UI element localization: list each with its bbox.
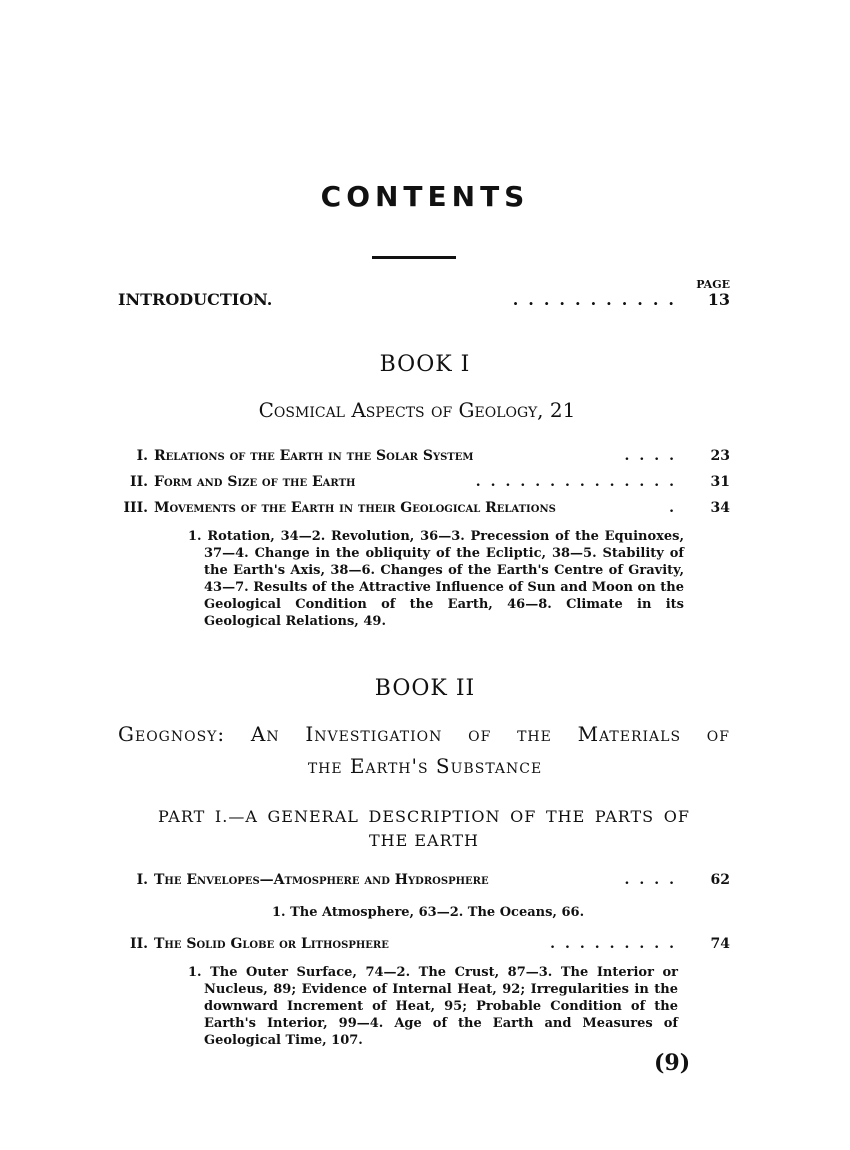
chapter-title: Movements of the Earth in their Geological Relations bbox=[154, 500, 556, 516]
leader-dots: . bbox=[669, 500, 684, 516]
toc-entry-page: 13 bbox=[707, 290, 730, 309]
leader-dots: .... bbox=[624, 448, 684, 464]
chapter-title: Relations of the Earth in the Solar System bbox=[154, 448, 474, 464]
toc-entry-book1-ch2 bbox=[112, 474, 730, 494]
leader-dots: ........... bbox=[512, 290, 684, 309]
chapter-1-subsections: 1. The Atmosphere, 63—2. The Oceans, 66. bbox=[272, 905, 585, 920]
book-1-title: BOOK I bbox=[379, 352, 471, 377]
chapter-number: I. bbox=[136, 872, 148, 888]
leader-dots: .... bbox=[624, 872, 684, 888]
book-2-title: BOOK II bbox=[374, 676, 476, 701]
title-rule bbox=[372, 256, 456, 259]
page-column-header: PAGE bbox=[696, 278, 730, 291]
chapter-page: 34 bbox=[710, 500, 730, 516]
chapter-3-subsections: 1. Rotation, 34—2. Revolution, 36—3. Precession of the Equinoxes, 37—4. Change in the obliquity of the Ecliptic, 38—5. Stability of the Earth's Axis, 38—6. Changes of the Earth's Centre of Gravity, 43—7. Results of the Attractive Influence of Sun and Moon on the Geological Condition of the Earth, 46—8. Climate in its Geological Relations, 49. bbox=[188, 529, 684, 629]
chapter-title: The Solid Globe or Lithosphere bbox=[154, 936, 389, 952]
book-1-subtitle: Cosmical Aspects of Geology, 21 bbox=[258, 398, 576, 422]
part-1-heading-line-1: PART I.—A GENERAL DESCRIPTION OF THE PARTS OF bbox=[158, 807, 690, 826]
chapter-page: 31 bbox=[710, 474, 730, 490]
chapter-title: Form and Size of the Earth bbox=[154, 474, 356, 490]
toc-entry-book1-ch3 bbox=[112, 500, 730, 520]
page-title: CONTENTS bbox=[320, 180, 530, 213]
chapter-page: 23 bbox=[710, 448, 730, 464]
toc-entry-book1-ch1 bbox=[112, 448, 730, 468]
book-2-subtitle-line-2: the Earth's Substance bbox=[307, 754, 543, 778]
chapter-number: II. bbox=[130, 936, 148, 952]
leader-dots: ......... bbox=[550, 936, 684, 952]
toc-entry-book2-ch1 bbox=[112, 872, 730, 892]
chapter-number: III. bbox=[123, 500, 148, 516]
chapter-page: 74 bbox=[710, 936, 730, 952]
toc-entry-book2-ch2 bbox=[112, 936, 730, 956]
leader-dots: .............. bbox=[475, 474, 684, 490]
chapter-title: The Envelopes—Atmosphere and Hydrosphere bbox=[154, 872, 489, 888]
toc-entry-introduction bbox=[118, 290, 730, 310]
chapter-page: 62 bbox=[710, 872, 730, 888]
chapter-number: I. bbox=[136, 448, 148, 464]
chapter-number: II. bbox=[130, 474, 148, 490]
page-number: (9) bbox=[654, 1050, 691, 1076]
toc-entry-label: INTRODUCTION. bbox=[118, 290, 273, 309]
part-1-heading-line-2: THE EARTH bbox=[368, 831, 479, 850]
book-2-subtitle-line-1: Geognosy: An Investigation of the Materials of bbox=[118, 722, 730, 746]
chapter-2-subsections: 1. The Outer Surface, 74—2. The Crust, 87—3. The Interior or Nucleus, 89; Evidence of Internal Heat, 92; Irregularities in the downward Increment of Heat, 95; Probable Condition of the Earth's Interior, 99—4. Age of the Earth and Measures of Geological Time, 107. bbox=[188, 965, 678, 1048]
